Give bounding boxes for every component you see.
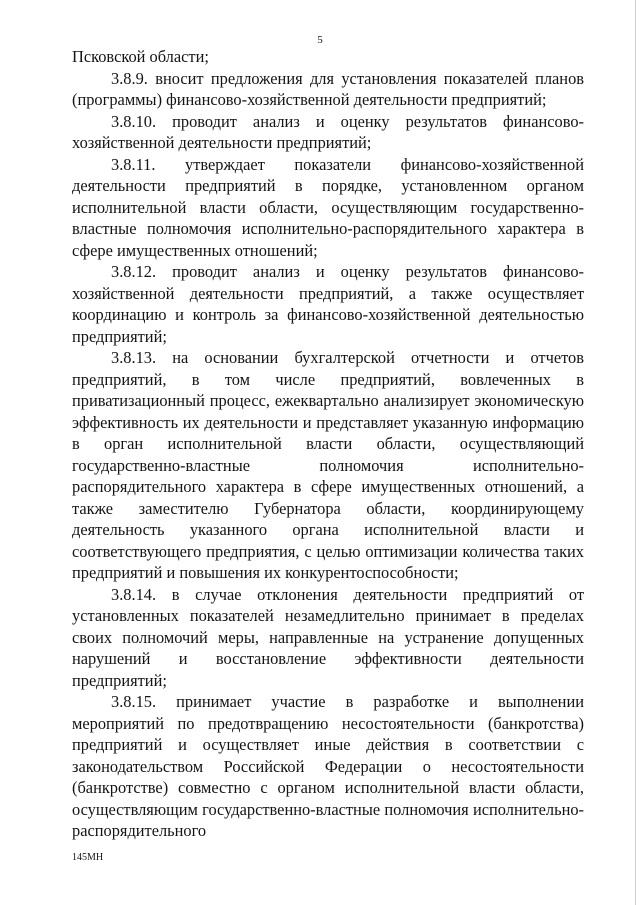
paragraph-3-8-13: 3.8.13. на основании бухгалтерской отчетности и отчетов предприятий, в том числе предприятий, вовлеченных в приватизационный процесс, ежеквартально анализирует экономическую эффективность их деятельности и представляет указанную информацию в орган исполнительной власти области, осуществляющий государственно-властные полномочия исполнительно-распорядительного характера в сфере имущественных отношений, а также заместителю Губернатора области, координирующему деятельность указанного органа исполнительной власти и соответствующего предприятия, с целью оптимизации количества таких предприятий и повышения их конкурентоспособности; [72, 348, 584, 582]
document-code: 145МН [72, 852, 104, 863]
paragraph-3-8-11: 3.8.11. утверждает показатели финансово-хозяйственной деятельности предприятий в порядке, установленном органом исполнительной власти области, осуществляющим государственно-властные полномочия исполнительно-распорядительного характера в сфере имущественных отношений; [72, 154, 584, 260]
paragraph-3-8-10: 3.8.10. проводит анализ и оценку результатов финансово-хозяйственной деятельности предприятий; [72, 111, 584, 152]
paragraph-3-8-15: 3.8.15. принимает участие в разработке и выполнении мероприятий по предотвращению несостоятельности (банкротства) предприятий и осуществляет иные действия в соответствии с законодательством Российской Федерации о несостоятельности (банкротстве) совместно с органом исполнительной власти области, осуществляющим государственно-властные полномочия исполнительно-распорядительного [72, 692, 584, 840]
document-body [72, 46, 584, 842]
paragraph-3-8-14: 3.8.14. в случае отклонения деятельности предприятий от установленных показателей незамедлительно принимает в пределах своих полномочий меры, направленные на устранение допущенных нарушений и восстановление эффективности деятельности предприятий; [72, 584, 584, 690]
paragraph: Псковской области; [72, 47, 209, 66]
page-number: 5 [317, 34, 323, 46]
paragraph-3-8-12: 3.8.12. проводит анализ и оценку результатов финансово-хозяйственной деятельности предприятий, а также осуществляет координацию и контроль за финансово-хозяйственной деятельностью предприятий; [72, 262, 584, 346]
scan-edge-line [635, 0, 636, 905]
paragraph-3-8-9: 3.8.9. вносит предложения для установления показателей планов (программы) финансово-хозяйственной деятельности предприятий; [72, 68, 584, 109]
